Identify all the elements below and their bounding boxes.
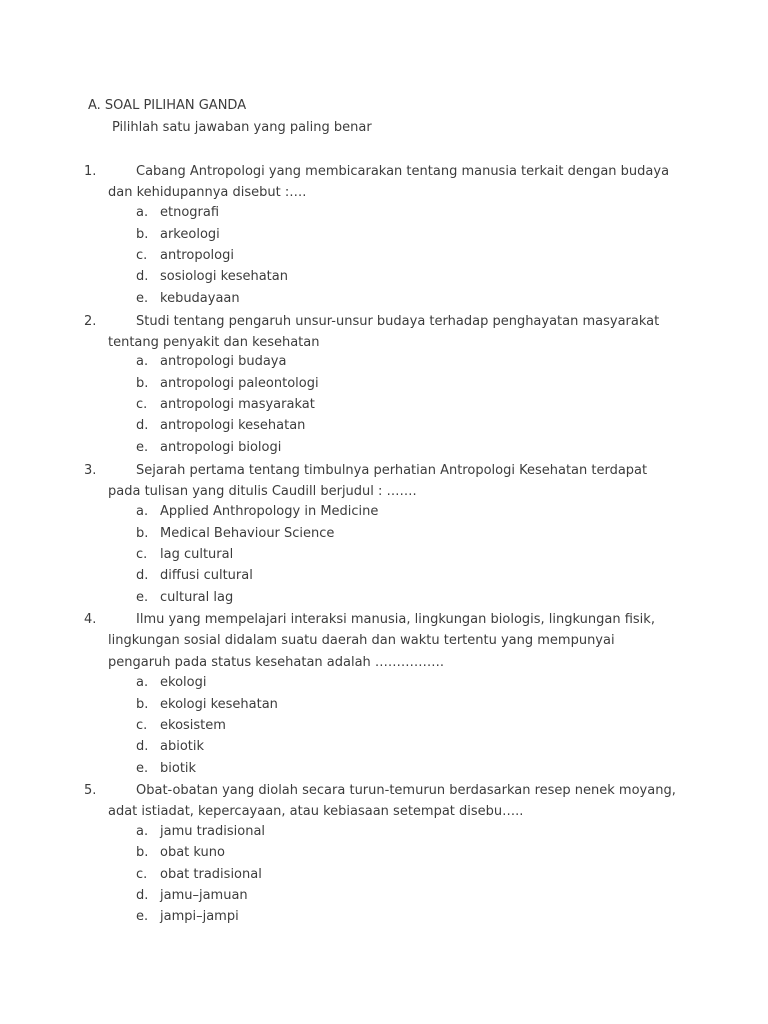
option-text: biotik	[160, 760, 197, 776]
option-text: Medical Behaviour Science	[160, 525, 335, 541]
question-text-content: Cabang Antropologi yang membicarakan tentang manusia terkait dengan budaya dan kehidupannya disebut :….	[108, 164, 670, 201]
option-text: kebudayaan	[160, 290, 240, 306]
option-b[interactable]	[136, 845, 225, 861]
option-letter: b.	[136, 696, 149, 712]
option-letter: d.	[136, 887, 149, 903]
option-d[interactable]	[136, 269, 288, 285]
option-e[interactable]	[136, 909, 239, 925]
option-text: diffusi cultural	[160, 568, 253, 583]
question-text	[108, 609, 678, 673]
option-text: antropologi biologi	[160, 439, 282, 455]
option-text: obat kuno	[160, 845, 225, 860]
option-text: cultural lag	[160, 589, 234, 605]
option-text: antropologi paleontologi	[160, 375, 319, 391]
option-text: sosiologi kesehatan	[160, 269, 288, 284]
option-c[interactable]	[136, 248, 234, 264]
option-text: antropologi budaya	[160, 354, 287, 369]
question-text	[108, 311, 678, 354]
section-title: A. SOAL PILIHAN GANDA	[88, 98, 247, 113]
option-text: jampi–jampi	[160, 909, 239, 924]
option-letter: c.	[136, 397, 148, 412]
option-a[interactable]	[136, 824, 265, 840]
option-letter: d.	[136, 568, 149, 583]
option-text: antropologi kesehatan	[160, 418, 306, 433]
option-letter: c.	[136, 248, 148, 263]
option-text: antropologi masyarakat	[160, 397, 315, 412]
option-letter: e.	[136, 439, 149, 455]
question-text	[108, 460, 678, 503]
option-text: etnografi	[160, 205, 220, 220]
option-text: arkeologi	[160, 226, 220, 242]
option-c[interactable]	[136, 718, 226, 734]
option-text: obat tradisional	[160, 866, 262, 882]
option-b[interactable]	[136, 227, 220, 243]
option-letter: d.	[136, 418, 149, 433]
option-text: jamu tradisional	[160, 824, 266, 839]
option-letter: b.	[136, 226, 149, 242]
option-b[interactable]	[136, 526, 334, 542]
option-text: lag cultural	[160, 547, 234, 562]
instruction-text: Pilihlah satu jawaban yang paling benar	[112, 120, 372, 135]
question-number: 3.	[84, 463, 97, 478]
option-letter: a.	[136, 205, 149, 220]
option-letter: b.	[136, 525, 149, 541]
option-a[interactable]	[136, 504, 378, 520]
option-e[interactable]	[136, 761, 196, 777]
option-b[interactable]	[136, 697, 278, 713]
option-letter: e.	[136, 290, 149, 306]
option-e[interactable]	[136, 590, 233, 606]
question-number: 5.	[84, 783, 97, 798]
option-letter: e.	[136, 589, 149, 605]
option-d[interactable]	[136, 568, 253, 584]
question-text-content: Studi tentang pengaruh unsur-unsur budaya terhadap penghayatan masyarakat tentang penyakit dan kesehatan	[108, 314, 660, 351]
question-number: 2.	[84, 314, 97, 329]
option-letter: d.	[136, 739, 149, 754]
option-letter: b.	[136, 845, 149, 860]
option-text: Applied Anthropology in Medicine	[160, 504, 379, 519]
option-e[interactable]	[136, 440, 281, 456]
option-text: antropologi	[160, 248, 234, 263]
option-letter: a.	[136, 675, 149, 690]
option-text: ekologi kesehatan	[160, 696, 278, 712]
question-number: 4.	[84, 612, 97, 627]
question-text-content: Ilmu yang mempelajari interaksi manusia, lingkungan biologis, lingkungan fisik, lingkungan sosial didalam suatu daerah dan waktu tertentu yang mempunyai pengaruh pada status kesehatan adalah …………….	[108, 612, 655, 670]
option-letter: b.	[136, 375, 149, 391]
option-c[interactable]	[136, 867, 262, 883]
option-a[interactable]	[136, 205, 219, 221]
option-letter: c.	[136, 547, 148, 562]
option-text: abiotik	[160, 739, 205, 754]
option-b[interactable]	[136, 376, 319, 392]
option-text: ekosistem	[160, 718, 226, 733]
option-a[interactable]	[136, 675, 206, 691]
question-text-content: Obat-obatan yang diolah secara turun-temurun berdasarkan resep nenek moyang, adat istiadat, kepercayaan, atau kebiasaan setempat disebu…..	[108, 783, 676, 820]
option-e[interactable]	[136, 291, 240, 307]
option-c[interactable]	[136, 397, 315, 413]
question-text-content: Sejarah pertama tentang timbulnya perhatian Antropologi Kesehatan terdapat pada tulisan yang ditulis Caudill berjudul : …….	[108, 463, 648, 500]
option-letter: a.	[136, 824, 149, 839]
option-d[interactable]	[136, 418, 305, 434]
option-letter: e.	[136, 909, 149, 924]
option-d[interactable]	[136, 739, 204, 755]
option-letter: c.	[136, 866, 148, 882]
option-d[interactable]	[136, 888, 248, 904]
question-text	[108, 780, 678, 823]
option-text: jamu–jamuan	[160, 887, 248, 903]
option-letter: a.	[136, 354, 149, 369]
option-letter: e.	[136, 760, 149, 776]
option-c[interactable]	[136, 547, 233, 563]
option-a[interactable]	[136, 354, 286, 370]
option-letter: c.	[136, 718, 148, 733]
question-text	[108, 161, 678, 204]
option-letter: d.	[136, 269, 149, 284]
option-text: ekologi	[160, 675, 207, 690]
option-letter: a.	[136, 504, 149, 519]
question-number: 1.	[84, 164, 97, 179]
